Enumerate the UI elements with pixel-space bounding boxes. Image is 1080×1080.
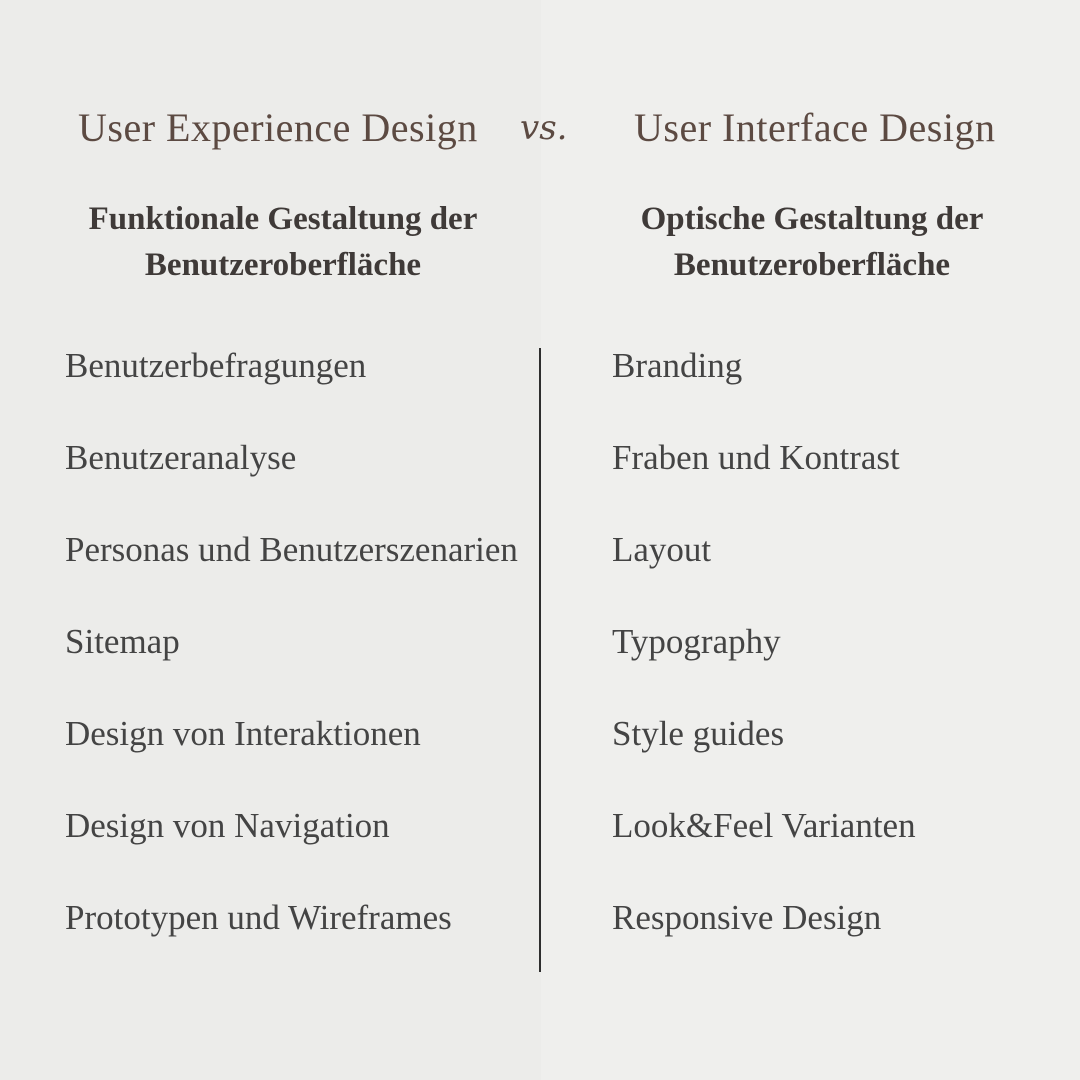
ui-item-typography: Typography	[612, 622, 781, 661]
ux-item-user-surveys: Benutzerbefragungen	[65, 346, 367, 385]
ux-item-navigation-design: Design von Navigation	[65, 806, 390, 845]
ux-item-personas: Personas und Benutzerszenarien	[65, 530, 518, 569]
ui-subtitle-line2: Benutzeroberfläche	[673, 247, 951, 283]
ux-subtitle-line2: Benutzeroberfläche	[144, 247, 422, 283]
column-divider	[539, 348, 541, 972]
ui-subtitle	[572, 196, 1052, 288]
ui-item-look-feel: Look&Feel Varianten	[612, 806, 916, 845]
ui-item-responsive: Responsive Design	[612, 898, 882, 937]
ux-item-list	[65, 342, 518, 986]
ux-item-sitemap: Sitemap	[65, 622, 180, 661]
ui-subtitle-line1: Optische Gestaltung der	[640, 201, 984, 237]
ux-item-prototypes: Prototypen und Wireframes	[65, 898, 452, 937]
ui-item-style-guides: Style guides	[612, 714, 785, 753]
ux-item-user-analysis: Benutzeranalyse	[65, 438, 297, 477]
ui-item-branding: Branding	[612, 346, 743, 385]
ui-item-colors-contrast: Fraben und Kontrast	[612, 438, 900, 477]
ui-item-list	[612, 342, 916, 986]
ui-item-layout: Layout	[612, 530, 712, 569]
ux-subtitle-line1: Funktionale Gestaltung der	[88, 201, 478, 237]
vs-label: vs.	[520, 108, 568, 148]
ux-subtitle	[43, 196, 523, 288]
ux-title: User Experience Design	[78, 105, 478, 150]
ux-item-interaction-design: Design von Interaktionen	[65, 714, 421, 753]
ui-title: User Interface Design	[634, 105, 996, 150]
